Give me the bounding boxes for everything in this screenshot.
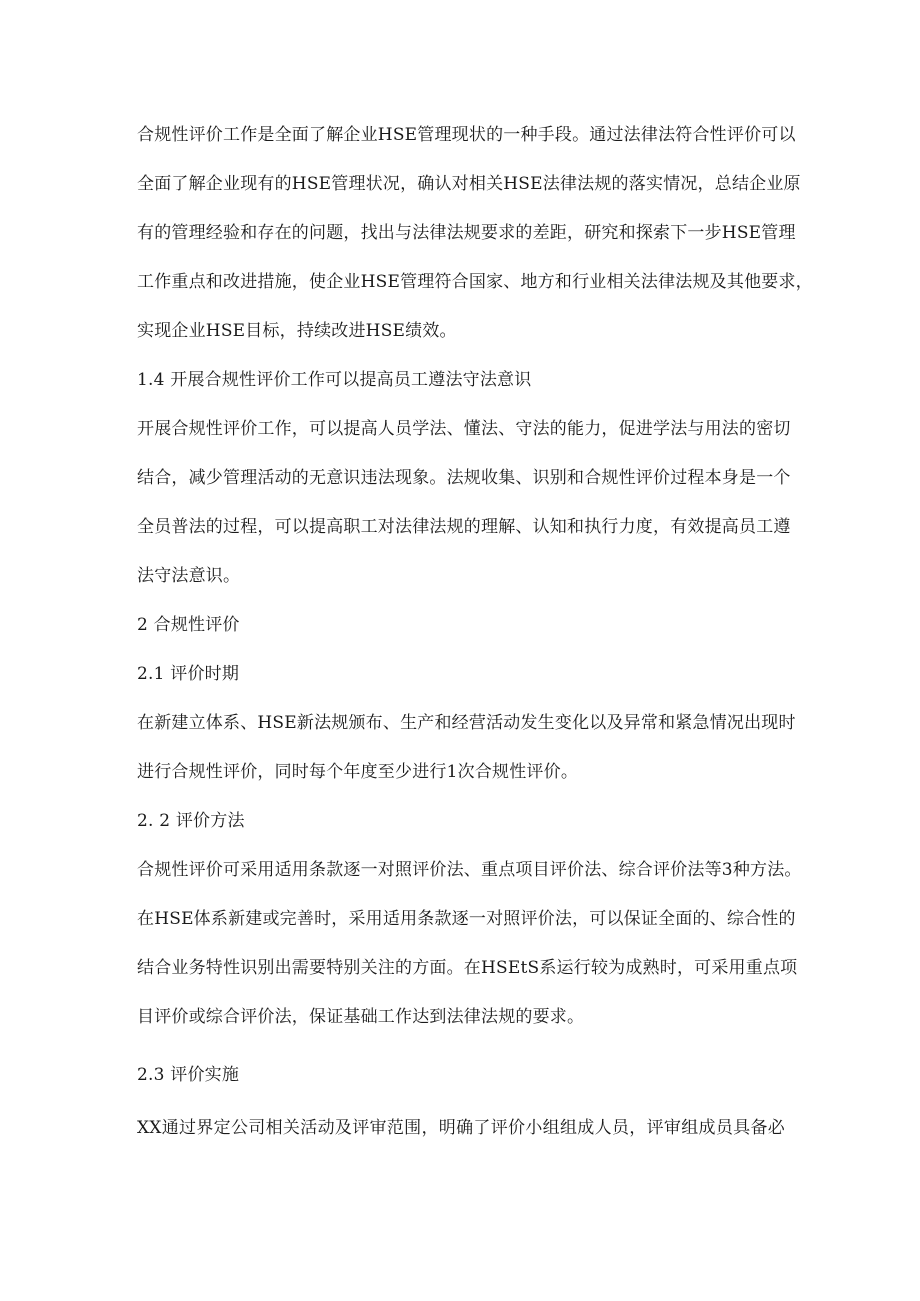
section-heading: 1.4 开展合规性评价工作可以提高员工遵法守法意识 xyxy=(137,370,532,390)
subsection-heading: 2.1 评价时期 xyxy=(137,664,240,684)
paragraph-line: 目评价或综合评价法，保证基础工作达到法律法规的要求。 xyxy=(137,1007,585,1027)
subsection-heading: 2.3 评价实施 xyxy=(137,1065,240,1085)
paragraph-line: 开展合规性评价工作，可以提高人员学法、懂法、守法的能力，促进学法与用法的密切 xyxy=(137,419,791,439)
paragraph-line: 结合业务特性识别出需要特别关注的方面。在HSEtS系运行较为成熟时，可采用重点项 xyxy=(137,958,798,978)
paragraph-line: 在HSE体系新建或完善时，采用适用条款逐一对照评价法，可以保证全面的、综合性的 xyxy=(137,909,796,929)
paragraph-line: 法守法意识。 xyxy=(137,566,241,586)
section-heading: 2 合规性评价 xyxy=(137,615,240,635)
paragraph-line: 工作重点和改进措施，使企业HSE管理符合国家、地方和行业相关法律法规及其他要求， xyxy=(137,272,813,292)
paragraph-line: XX通过界定公司相关活动及评审范围，明确了评价小组组成人员，评审组成员具备必 xyxy=(137,1118,785,1138)
paragraph-line: 全面了解企业现有的HSE管理状况，确认对相关HSE法律法规的落实情况，总结企业原 xyxy=(137,174,801,194)
paragraph-line: 进行合规性评价，同时每个年度至少进行1次合规性评价。 xyxy=(137,762,579,782)
paragraph-line: 合规性评价工作是全面了解企业HSE管理现状的一种手段。通过法律法符合性评价可以 xyxy=(137,125,796,145)
paragraph-line: 有的管理经验和存在的问题，找出与法律法规要求的差距，研究和探索下一步HSE管理 xyxy=(137,223,796,243)
paragraph-line: 结合，减少管理活动的无意识违法现象。法规收集、识别和合规性评价过程本身是一个 xyxy=(137,468,791,488)
paragraph-line: 实现企业HSE目标，持续改进HSE绩效。 xyxy=(137,321,457,341)
paragraph-line: 在新建立体系、HSE新法规颁布、生产和经营活动发生变化以及异常和紧急情况出现时 xyxy=(137,713,796,733)
paragraph-line: 合规性评价可采用适用条款逐一对照评价法、重点项目评价法、综合评价法等3种方法。 xyxy=(137,860,802,880)
paragraph-line: 全员普法的过程，可以提高职工对法律法规的理解、认知和执行力度，有效提高员工遵 xyxy=(137,517,791,537)
subsection-heading: 2. 2 评价方法 xyxy=(137,811,245,831)
